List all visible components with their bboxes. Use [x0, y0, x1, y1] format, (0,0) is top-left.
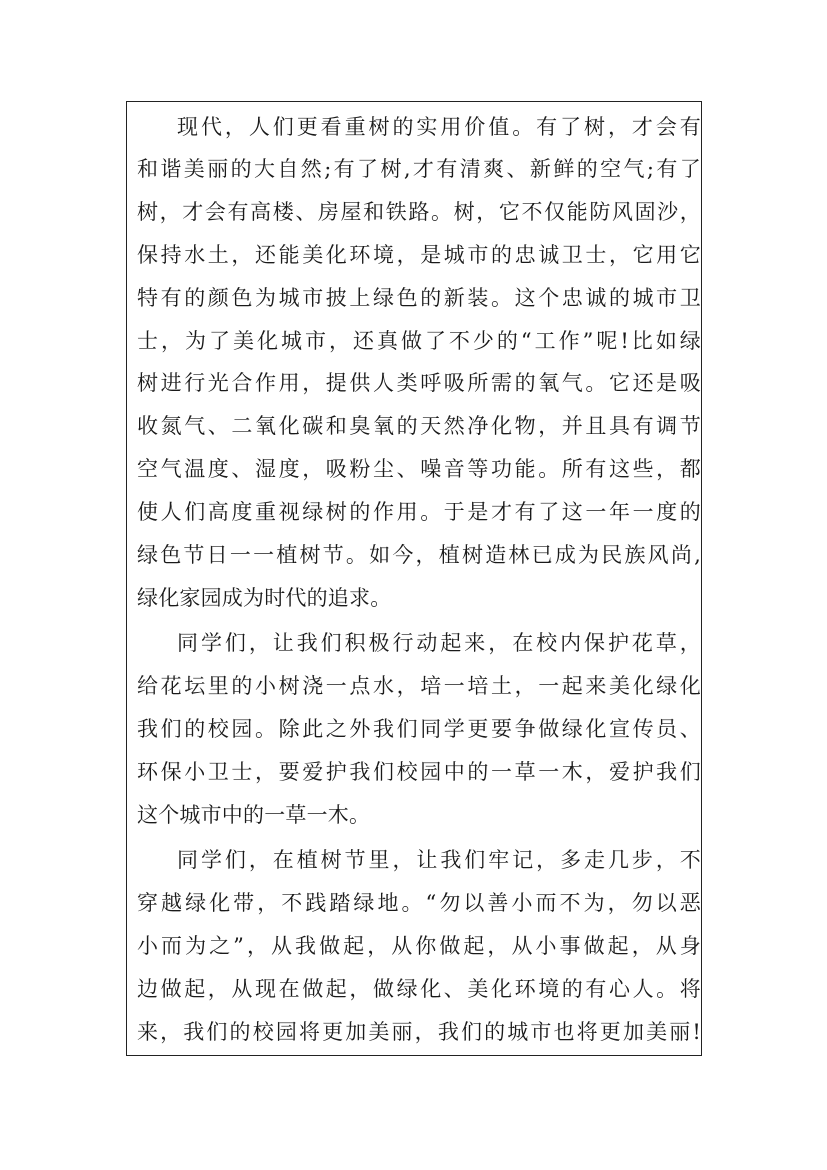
text-line: 空气温度、湿度，吸粉尘、噪音等功能。所有这些，都: [137, 457, 701, 481]
text-line: 树进行光合作用，提供人类呼吸所需的氧气。它还是吸: [137, 371, 701, 395]
text-line: 环保小卫士，要爱护我们校园中的一草一木，爱护我们: [137, 760, 701, 784]
text-line: 绿色节日一一植树节。如今，植树造林已成为民族风尚,: [137, 543, 701, 567]
text-line: 这个城市中的一草一木。: [137, 803, 371, 827]
text-line: 小而为之”，从我做起，从你做起，从小事做起，从身: [137, 934, 701, 958]
text-line: 绿化家园成为时代的追求。: [137, 586, 392, 610]
text-line: 现代，人们更看重树的实用价值。有了树，才会有: [177, 115, 701, 139]
text-line: 特有的颜色为城市披上绿色的新装。这个忠诚的城市卫: [137, 286, 701, 310]
text-line: 保持水土，还能美化环境，是城市的忠诚卫士，它用它: [137, 243, 701, 267]
text-box: [126, 101, 702, 1056]
text-line: 士，为了美化城市，还真做了不少的“工作”呢!比如绿: [137, 329, 701, 353]
text-line: 同学们，让我们积极行动起来，在校内保护花草，: [177, 631, 701, 655]
text-line: 树，才会有高楼、房屋和铁路。树，它不仅能防风固沙，: [137, 200, 701, 224]
text-line: 收氮气、二氧化碳和臭氧的天然净化物，并且具有调节: [137, 414, 701, 438]
text-line: 我们的校园。除此之外我们同学更要争做绿化宣传员、: [137, 717, 701, 741]
text-line: 边做起，从现在做起，做绿化、美化环境的有心人。将: [137, 977, 701, 1001]
text-line: 使人们高度重视绿树的作用。于是才有了这一年一度的: [137, 500, 701, 524]
text-line: 和谐美丽的大自然;有了树,才有清爽、新鲜的空气;有了: [137, 157, 701, 181]
text-line: 给花坛里的小树浇一点水，培一培土，一起来美化绿化: [137, 674, 701, 698]
text-line: 同学们，在植树节里，让我们牢记，多走几步，不: [177, 848, 701, 872]
text-line: 来，我们的校园将更加美丽，我们的城市也将更加美丽!: [137, 1020, 701, 1044]
text-line: 穿越绿化带，不践踏绿地。“勿以善小而不为，勿以恶: [137, 891, 701, 915]
